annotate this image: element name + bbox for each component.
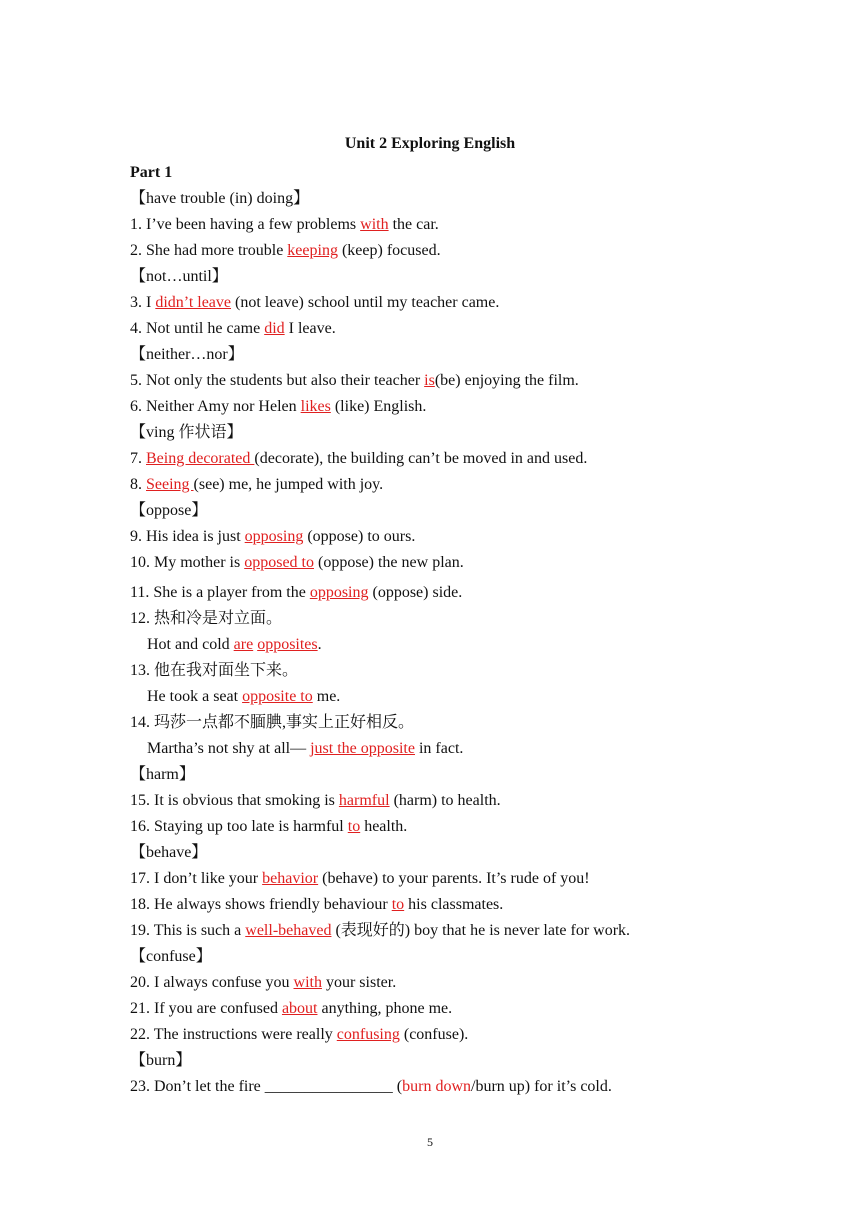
exercise-13-prompt: 13. 他在我对面坐下来。: [130, 662, 299, 679]
exercise-22: 22. The instructions were really confusing (confuse).: [130, 1026, 469, 1043]
exercise-body: [130, 160, 740, 1100]
exercise-14-prompt: 14. 玛莎一点都不腼腆,事实上正好相反。: [130, 714, 415, 731]
exercise-7: 7. Being decorated (decorate), the building can’t be moved in and used.: [130, 450, 588, 467]
answer: opposing: [244, 528, 304, 545]
exercise-21: 21. If you are confused about anything, phone me.: [130, 1000, 453, 1017]
answer: Seeing: [146, 476, 194, 493]
answer: opposite to: [242, 688, 313, 705]
answer: did: [264, 320, 285, 337]
page-number: 5: [427, 1135, 433, 1149]
answer: to: [347, 818, 361, 835]
section-heading-ving: 【ving 作状语】: [130, 424, 243, 441]
section-heading-harm: 【harm】: [130, 766, 195, 783]
exercise-1: 1. I’ve been having a few problems with the car.: [130, 216, 439, 233]
exercise-11: 11. She is a player from the opposing (oppose) side.: [130, 584, 463, 601]
exercise-6: 6. Neither Amy nor Helen likes (like) English.: [130, 398, 427, 415]
exercise-19: 19. This is such a well-behaved (表现好的) boy that he is never late for work.: [130, 922, 631, 939]
exercise-12-answer: Hot and cold are opposites.: [147, 636, 322, 653]
answer: about: [281, 1000, 318, 1017]
answer: didn’t leave: [155, 294, 232, 311]
section-heading-neither-nor: 【neither…nor】: [130, 346, 244, 363]
exercise-20: 20. I always confuse you with your sister.: [130, 974, 397, 991]
exercise-12-prompt: 12. 热和冷是对立面。: [130, 610, 283, 627]
answer: opposing: [309, 584, 369, 601]
section-heading-behave: 【behave】: [130, 844, 208, 861]
exercise-8: 8. Seeing (see) me, he jumped with joy.: [130, 476, 384, 493]
exercise-9: 9. His idea is just opposing (oppose) to ours.: [130, 528, 416, 545]
answer: are: [233, 636, 254, 653]
exercise-5: 5. Not only the students but also their teacher is(be) enjoying the film.: [130, 372, 579, 389]
exercise-14-answer: Martha’s not shy at all— just the opposite in fact.: [147, 740, 464, 757]
answer: with: [360, 216, 389, 233]
exercise-18: 18. He always shows friendly behaviour to his classmates.: [130, 896, 504, 913]
answer: confusing: [336, 1026, 400, 1043]
exercise-10: 10. My mother is opposed to (oppose) the new plan.: [130, 554, 464, 571]
answer: just the opposite: [310, 740, 415, 757]
section-heading-have-trouble: 【have trouble (in) doing】: [130, 190, 310, 207]
exercise-4: 4. Not until he came did I leave.: [130, 320, 336, 337]
answer: well-behaved: [245, 922, 332, 939]
exercise-13-answer: He took a seat opposite to me.: [147, 688, 341, 705]
answer: likes: [300, 398, 331, 415]
exercise-2: 2. She had more trouble keeping (keep) focused.: [130, 242, 441, 259]
exercise-23: 23. Don’t let the fire ________________ (burn down/burn up) for it’s cold.: [130, 1078, 612, 1095]
exercise-15: 15. It is obvious that smoking is harmful (harm) to health.: [130, 792, 501, 809]
answer: harmful: [338, 792, 390, 809]
answer: opposed to: [244, 554, 314, 571]
answer: keeping: [287, 242, 338, 259]
exercise-17: 17. I don’t like your behavior (behave) to your parents. It’s rude of you!: [130, 870, 590, 887]
part-heading: Part 1: [130, 164, 173, 181]
section-heading-burn: 【burn】: [130, 1052, 192, 1069]
answer: is: [424, 372, 435, 389]
page-title: Unit 2 Exploring English: [344, 135, 516, 152]
answer: to: [391, 896, 405, 913]
answer: opposites: [257, 636, 318, 653]
section-heading-not-until: 【not…until】: [130, 268, 228, 285]
exercise-3: 3. I didn’t leave (not leave) school until my teacher came.: [130, 294, 500, 311]
answer: burn down: [402, 1078, 471, 1095]
section-heading-oppose: 【oppose】: [130, 502, 208, 519]
answer: behavior: [262, 870, 319, 887]
answer: Being decorated: [146, 450, 255, 467]
exercise-16: 16. Staying up too late is harmful to health.: [130, 818, 408, 835]
section-heading-confuse: 【confuse】: [130, 948, 212, 965]
answer: with: [293, 974, 322, 991]
